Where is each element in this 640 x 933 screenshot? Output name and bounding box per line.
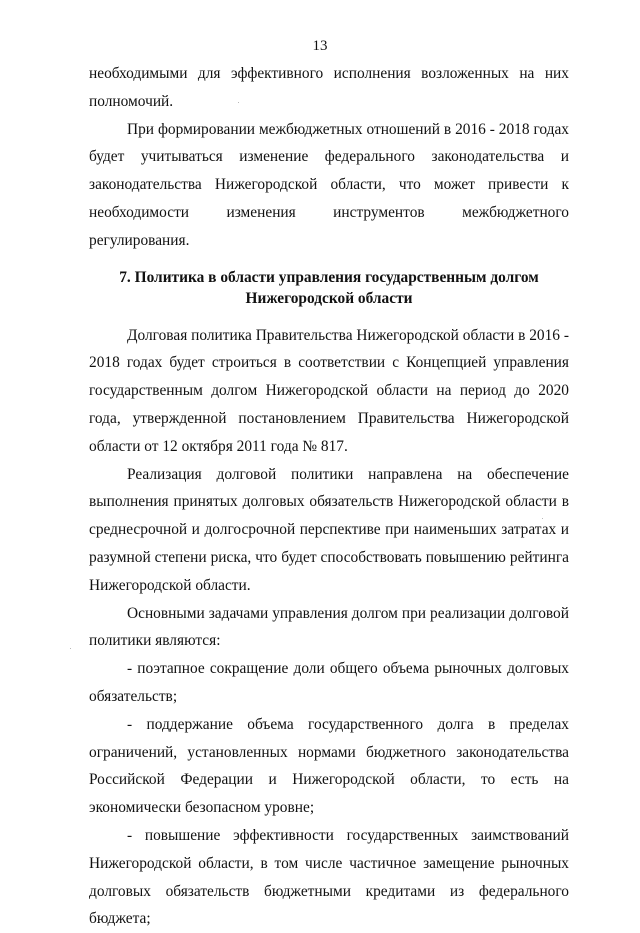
task-item: - поддержание объема государственного долга в пределах ограничений, установленных нормами бюджетного законодательства Российской Федерации и Нижегородской области, то есть на экономически безопасном уровне; xyxy=(89,715,569,817)
section-spacer xyxy=(89,255,569,267)
scan-speck xyxy=(238,102,239,103)
scan-speck xyxy=(542,518,543,519)
task-item: - поэтапное сокращение доли общего объема рыночных долговых обязательств; xyxy=(89,660,569,705)
paragraph-main-tasks: Основными задачами управления долгом при реализации долговой политики являются: xyxy=(89,604,569,650)
paragraph-debt-policy: Долговая политика Правительства Нижегородской области в 2016 - 2018 годах будет строиться в соответствии с Концепцией управления государственным долгом Нижегородской области на период до 2020 года, утвержденной постановлением Правительства Нижегородской области от 12 октября 2011 года № 817. xyxy=(89,326,569,455)
document-body xyxy=(89,60,569,933)
task-item: - повышение эффективности государственных заимствований Нижегородской области, в том числе частичное замещение рыночных долговых обязательств бюджетными кредитами из федерального бюджета; xyxy=(89,826,569,928)
paragraph-interbudget-relations: При формировании межбюджетных отношений в 2016 - 2018 годах будет учитываться изменение федерального законодательства и законодательства Нижегородской области, что может привести к необходимости изменения инструментов межбюджетного регулирования. xyxy=(89,120,569,249)
section-title: 7. Политика в области управления государственным долгом Нижегородской области xyxy=(119,268,539,307)
page-number: 13 xyxy=(312,38,328,54)
scan-speck xyxy=(70,648,71,649)
paragraph-debt-policy-implementation: Реализация долговой политики направлена на обеспечение выполнения принятых долговых обязательств Нижегородской области в среднесрочной и долгосрочной перспективе при наименьших затратах и разумной степени риска, что будет способствовать повышению рейтинга Нижегородской области. xyxy=(89,465,569,594)
title-spacer xyxy=(89,309,569,322)
continuation-paragraph: необходимыми для эффективного исполнения возложенных на них полномочий. xyxy=(89,65,569,110)
